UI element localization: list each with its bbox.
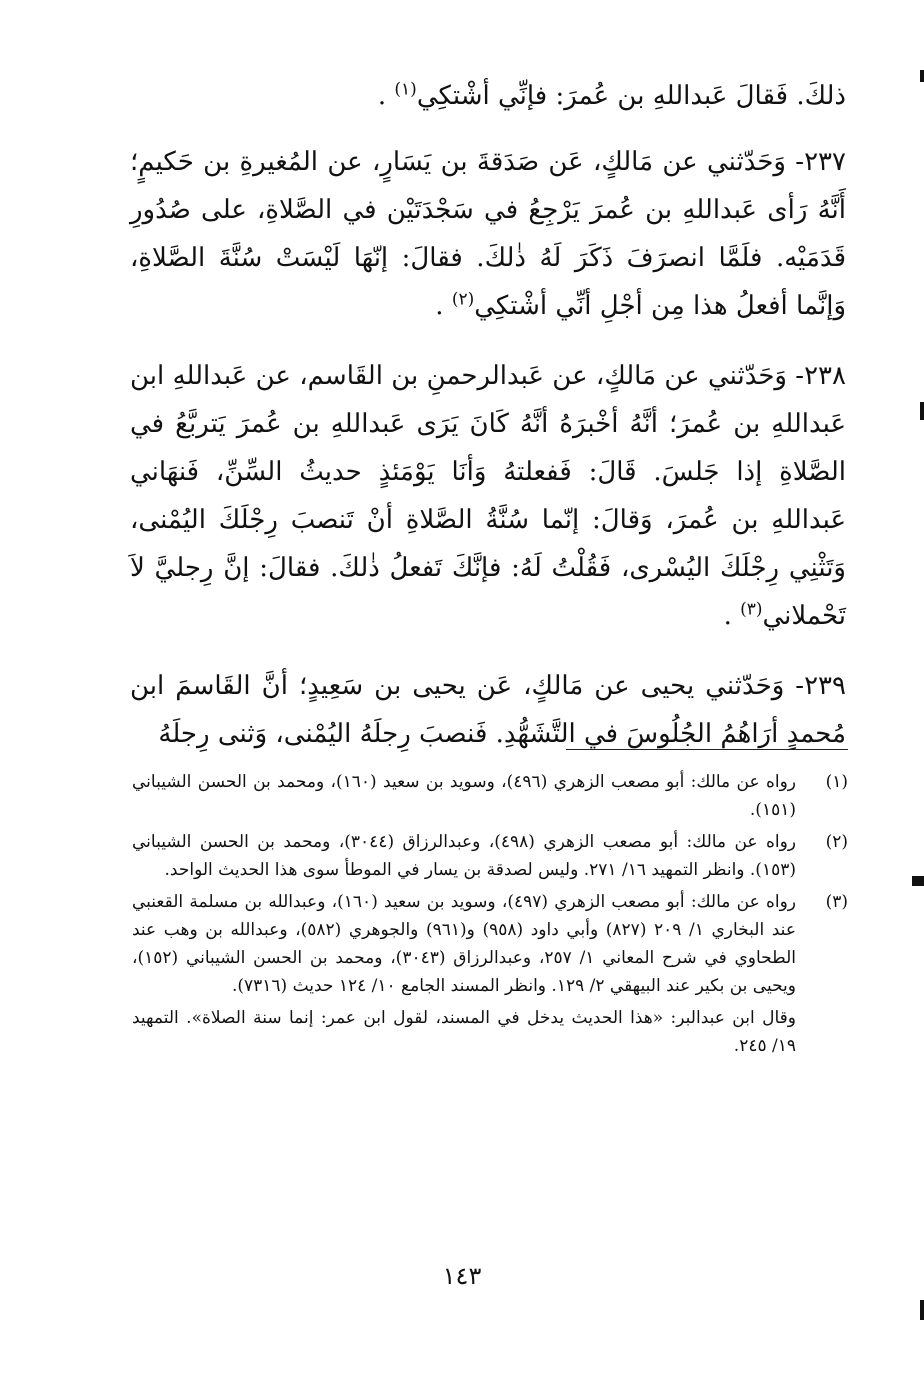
hadith-236-ending: ذلكَ. فَقالَ عَبداللهِ بن عُمرَ: فإنِّي أشْتكِي$^{(١)}$ . [377, 79, 846, 111]
hadith-238-text: ٢٣٨- وَحَدّثني عن مَالكٍ، عن عَبدالرحمنِ بن القَاسم، عن عَبداللهِ ابن عَبداللهِ بن عُمرَ؛ أنَّهُ أخْبرَهُ أنَّهُ كَانَ يَرَى عَبداللهِ بن عُمرَ يَتربَّعُ في الصَّلاةِ إذا جَلسَ. قَالَ: فَفعلتهُ وَأنَا يَوْمَئذٍ حديثُ السِّنِّ، فَنهَاني عَبداللهِ بن عُمرَ، وَقالَ: إنّما سُنَّةُ الصَّلاةِ أنْ تَنصبَ رِجْلَكَ اليُمْنى، وَتَثْنِي رِجْلَكَ اليُسْرى، فَقُلْتُ لَهُ: فإنَّكَ تَفعلُ ذٰلكَ. فقالَ: إنَّ رِجليَّ لاَ تَحْملاني [130, 361, 846, 631]
footnote-3-extra: وقال ابن عبدالبر: «هذا الحديث يدخل في المسند، لقول ابن عمر: إنما سنة الصلاة». التمهيد ١٩/ ٢٤٥. [132, 1008, 796, 1056]
hadith-237-text: ٢٣٧- وَحَدّثني عن مَالكٍ، عَن صَدَقةَ بن يَسَارٍ، عن المُغيرةِ بن حَكيمٍ؛ أَنَّهُ رَأى عَبداللهِ بن عُمرَ يَرْجِعُ في سَجْدَتَيْن في الصَّلاةِ، على صُدُورِ قَدَمَيْه. فلَمَّا انصرَفَ ذَكَرَ لَهُ ذٰلكَ. فقالَ: إنّهَا لَيْسَتْ سُنَّةَ الصَّلاةِ، وَإنَّما أفعلُ هذا مِن أجْلِ أنِّي أشْتكِي [130, 147, 846, 321]
scan-edge-mark [912, 876, 924, 886]
footnote-number: (٢) [825, 832, 848, 852]
footnote-text: رواه عن مالك: أبو مصعب الزهري (٤٩٨)، وعبدالرزاق (٣٠٤٤)، ومحمد بن الحسن الشيباني (١٥٣). وانظر التمهيد ١٦/ ٢٧١. وليس لصدقة بن يسار في الموطأ سوى هذا الحديث الواحد. [132, 832, 797, 880]
main-text [130, 72, 846, 780]
scan-edge-mark [920, 402, 924, 420]
footnote-3 [132, 888, 848, 1000]
hadith-238: ٢٣٨- وَحَدّثني عن مَالكٍ، عن عَبدالرحمنِ بن القَاسم، عن عَبداللهِ ابن عَبداللهِ بن عُمرَ؛ أنَّهُ أخْبرَهُ أنَّهُ كَانَ يَرَى عَبداللهِ بن عُمرَ يَتربَّعُ في الصَّلاةِ إذا جَلسَ. قَالَ: فَفعلتهُ وَأنَا يَوْمَئذٍ حديثُ السِّنِّ، فَنهَاني عَبداللهِ بن عُمرَ، وَقالَ: إنّما سُنَّةُ الصَّلاةِ أنْ تَنصبَ رِجْلَكَ اليُمْنى، وَتَثْنِي رِجْلَكَ اليُسْرى، فَقُلْتُ لَهُ: فإنَّكَ تَفعلُ ذٰلكَ. فقالَ: إنَّ رِجليَّ لاَ تَحْملاني$^{(٣)}$ . [130, 361, 846, 631]
scan-edge-mark [920, 70, 924, 82]
page-number: ١٤٣ [442, 1262, 482, 1290]
footnote-number: (٣) [825, 892, 848, 912]
scan-edge-mark [920, 1300, 924, 1320]
footnote-ref-1: (١) [394, 79, 417, 100]
footnote-number: (١) [825, 772, 848, 792]
footnote-text: رواه عن مالك: أبو مصعب الزهري (٤٩٦)، وسويد بن سعيد (١٦٠)، ومحمد بن الحسن الشيباني (١٥١). [132, 772, 797, 820]
footnote-ref-3: (٣) [740, 599, 763, 620]
hadith-239-text: ٢٣٩- وَحَدّثني يحيى عن مَالكٍ، عَن يحيى بن سَعِيدٍ؛ أنَّ القَاسمَ ابن مُحمدٍ أرَاهُمُ الجُلُوسَ في التَّشَهُّدِ. فَنصبَ رِجلَهُ اليُمْنى، وَثنى رِجلَهُ [130, 671, 846, 749]
hadith-237: ٢٣٧- وَحَدّثني عن مَالكٍ، عَن صَدَقةَ بن يَسَارٍ، عن المُغيرةِ بن حَكيمٍ؛ أَنَّهُ رَأى عَبداللهِ بن عُمرَ يَرْجِعُ في سَجْدَتَيْن في الصَّلاةِ، على صُدُورِ قَدَمَيْه. فلَمَّا انصرَفَ ذَكَرَ لَهُ ذٰلكَ. فقالَ: إنّهَا لَيْسَتْ سُنَّةَ الصَّلاةِ، وَإنَّما أفعلُ هذا مِن أجْلِ أنِّي أشْتكِي$^{(٢)}$ . [130, 147, 846, 321]
footnote-separator [566, 749, 848, 750]
hadith-239 [130, 662, 846, 758]
footnote-1 [132, 768, 848, 824]
footnote-2 [132, 828, 848, 884]
footnote-text: رواه عن مالك: أبو مصعب الزهري (٤٩٧)، وسويد بن سعيد (١٦٠)، وعبدالله بن مسلمة القعنبي عند البخاري ١/ ٢٠٩ (٨٢٧) وأبي داود (٩٥٨) و(٩٦١) والجوهري (٥٨٢)، وعبدالله بن وهب عند الطحاوي في شرح المعاني ١/ ٢٥٧، وعبدالرزاق (٣٠٤٣)، ومحمد بن الحسن الشيباني (١٥٢)، ويحيى بن بكير عند البيهقي ٢/ ١٢٩. وانظر المسند الجامع ١٠/ ١٢٤ حديث (٧٣١٦). [132, 892, 797, 996]
footnote-ref-2: (٢) [451, 289, 475, 310]
hadith-236-text: ذلكَ. فَقالَ عَبداللهِ بن عُمرَ: فإنِّي أشْتكِي [416, 81, 846, 111]
footnotes [132, 768, 848, 1060]
